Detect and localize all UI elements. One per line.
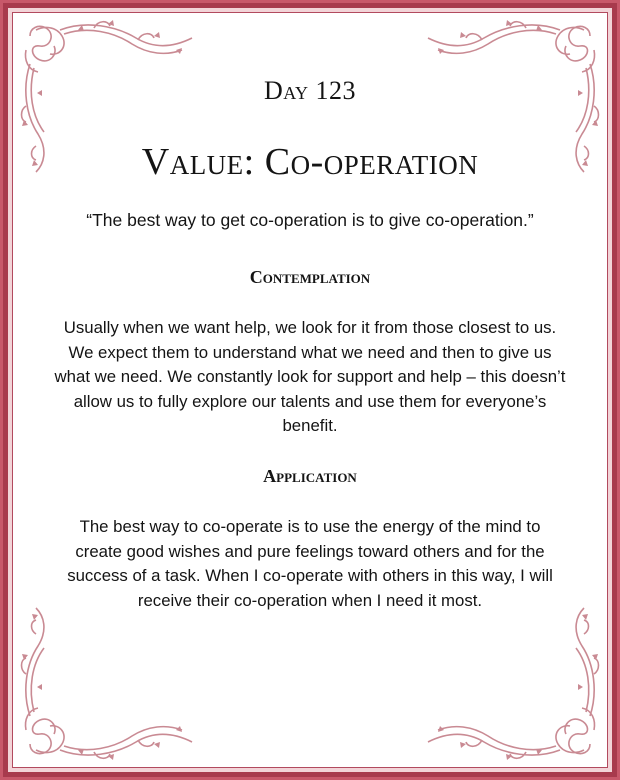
day-label: Day 123 <box>263 76 357 105</box>
page-content <box>12 12 608 768</box>
page-title: Value: Co-operation <box>141 141 479 183</box>
page <box>12 12 608 768</box>
section-heading-contemplation: Contemplation <box>249 267 371 287</box>
section-body-contemplation: Usually when we want help, we look for it from those closest to us. We expect them to understand what we need and then to give us what we need. We constantly look for support and help – this doesn’t allow us to fully explore our talents and use them for everyone’s benefit. <box>54 318 566 436</box>
quote: “The best way to get co-operation is to give co-operation.” <box>86 210 534 230</box>
section-heading-application: Application <box>263 466 357 486</box>
section-body-application: The best way to co-operate is to use the energy of the mind to create good wishes and pure feelings toward others and for the success of a task. When I co-operate with others in this way, I will receive their co-operation when I need it most. <box>67 517 553 610</box>
